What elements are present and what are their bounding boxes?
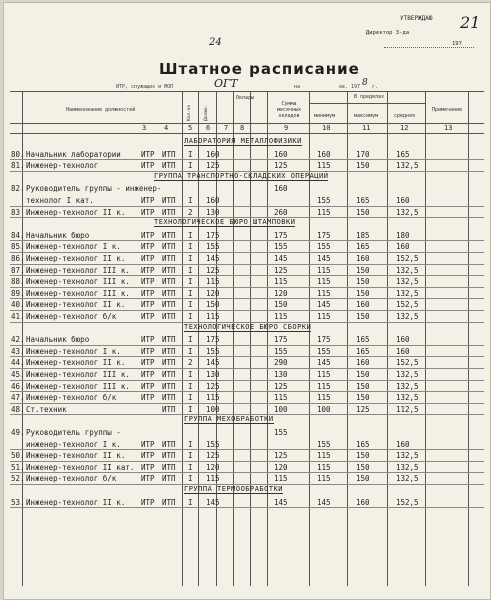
salary-avg: 160 xyxy=(396,346,410,356)
category: ИТР xyxy=(141,265,155,275)
salary-sum: 155 xyxy=(274,428,288,437)
row-number: 41. xyxy=(11,312,25,321)
salary-sum: 115 xyxy=(274,312,288,321)
position-name: Инженер-технолог II к. xyxy=(26,207,126,217)
category: ИТР xyxy=(141,230,155,240)
salary-avg: 132,5 xyxy=(396,370,419,379)
row-number: 49. xyxy=(11,428,25,437)
position-name: Руководитель группы - инженер- xyxy=(26,184,162,194)
row-number: 44. xyxy=(11,358,25,368)
salary-max: 150 xyxy=(356,277,370,287)
salary: 115 xyxy=(206,312,220,321)
quantity: I xyxy=(188,254,193,263)
salary-min: 115 xyxy=(317,381,331,391)
salary: 125 xyxy=(206,161,220,171)
quantity: I xyxy=(188,288,193,298)
category: ИТР xyxy=(141,497,155,507)
category: ИТР xyxy=(141,254,155,263)
position-name: Инженер-технолог I к. xyxy=(26,242,121,252)
group: ИТП xyxy=(162,335,176,345)
table-row xyxy=(4,183,490,206)
salary-min: 155 xyxy=(317,346,331,356)
quantity: I xyxy=(188,242,193,252)
subtitle-department: ОГТ xyxy=(214,77,238,90)
salary-avg: 152,5 xyxy=(396,300,419,310)
salary: 145 xyxy=(206,497,220,507)
quantity: I xyxy=(188,404,193,414)
column-number: 8 xyxy=(240,124,245,132)
row-number: 81. xyxy=(11,161,25,171)
subtitle-left: ИТР, служащих и МОП xyxy=(116,84,174,90)
position-name: Инженер-технолог б/к xyxy=(26,312,117,321)
salary-min: 175 xyxy=(317,335,331,345)
category: ИТР xyxy=(141,474,155,484)
salary-sum: 115 xyxy=(274,474,288,484)
row-number: 48. xyxy=(11,404,25,414)
subtitle-year-digit: 8 xyxy=(362,78,368,88)
salary-avg: 160 xyxy=(396,195,410,205)
salary: 115 xyxy=(206,277,220,287)
column-number: 11 xyxy=(362,124,371,132)
salary: 175 xyxy=(206,230,220,240)
salary-max: 165 xyxy=(356,439,370,449)
group: ИТП xyxy=(162,288,176,298)
position-name: Инженер-технолог I к. xyxy=(26,346,121,356)
row-number: 88. xyxy=(11,277,25,287)
salary: 125 xyxy=(206,265,220,275)
quantity: I xyxy=(188,312,193,321)
salary-avg: 132,5 xyxy=(396,277,419,287)
group: ИТП xyxy=(162,404,176,414)
position-name: Инженер-технолог II к. xyxy=(26,300,126,310)
salary-max: 160 xyxy=(356,358,370,368)
salary-avg: 132,5 xyxy=(396,462,419,472)
category: ИТР xyxy=(141,381,155,391)
group: ИТП xyxy=(162,451,176,461)
position-name: Ст.техник xyxy=(26,404,67,414)
salary-avg: 152,5 xyxy=(396,497,419,507)
category: ИТР xyxy=(141,346,155,356)
row-number: 47. xyxy=(11,393,25,403)
salary-sum: 125 xyxy=(274,161,288,171)
position-name: Начальник бюро xyxy=(26,230,90,240)
group: ИТП xyxy=(162,346,176,356)
approve-label: УТВЕРЖДАЮ xyxy=(400,15,433,22)
group: ИТП xyxy=(162,358,176,368)
category: ИТР xyxy=(141,288,155,298)
salary-avg: 160 xyxy=(396,242,410,252)
salary-sum: 145 xyxy=(274,497,288,507)
salary-min: 115 xyxy=(317,277,331,287)
row-number: 52. xyxy=(11,474,25,484)
category: ИТР xyxy=(141,149,155,159)
salary-sum: 155 xyxy=(274,242,288,252)
document-title: Штатное расписание xyxy=(159,60,360,78)
quantity: I xyxy=(188,265,193,275)
salary-min: 115 xyxy=(317,451,331,461)
salary-max: 150 xyxy=(356,288,370,298)
position-name: Начальник бюро xyxy=(26,335,90,345)
position-name: Инженер-технолог II к. xyxy=(26,254,126,263)
salary-max: 150 xyxy=(356,207,370,217)
position-name: Инженер-технолог xyxy=(26,161,99,171)
position-name: Инженер-технолог III к. xyxy=(26,381,130,391)
salary-avg: 132,5 xyxy=(396,207,419,217)
quantity: I xyxy=(188,462,193,472)
salary: 115 xyxy=(206,474,220,484)
table-top-line xyxy=(10,91,484,92)
salary: 150 xyxy=(206,300,220,310)
salary-avg: 160 xyxy=(396,439,410,449)
director-label: Директор З-да xyxy=(366,30,410,36)
row-number: 84. xyxy=(11,230,25,240)
header-bottom-line xyxy=(10,123,484,124)
salary-max: 150 xyxy=(356,462,370,472)
position-name: Инженер-технолог II к. xyxy=(26,451,126,461)
group: ИТП xyxy=(162,242,176,252)
salary-min: 145 xyxy=(317,497,331,507)
salary-sum: 155 xyxy=(274,346,288,356)
position-name: Инженер-технолог II кат. xyxy=(26,462,135,472)
row-number: 80. xyxy=(11,149,25,159)
category: ИТР xyxy=(141,370,155,379)
salary-sum: 130 xyxy=(274,370,288,379)
salary-max: 165 xyxy=(356,335,370,345)
section-heading xyxy=(154,172,328,180)
salary: 100 xyxy=(206,404,220,414)
section-heading-text: ЛАБОРАТОРИЯ МЕТАЛЛОФИЗИКИ xyxy=(184,137,302,145)
salary: 160 xyxy=(206,195,220,205)
group: ИТП xyxy=(162,474,176,484)
quantity: I xyxy=(188,439,193,449)
salary-sum: 115 xyxy=(274,277,288,287)
salary-max: 165 xyxy=(356,346,370,356)
quantity: I xyxy=(188,300,193,310)
group: ИТП xyxy=(162,381,176,391)
section-heading xyxy=(154,218,295,226)
salary-sum: 260 xyxy=(274,207,288,217)
salary-avg: 152,5 xyxy=(396,358,419,368)
row-number: 87. xyxy=(11,265,25,275)
section-heading-text: ГРУППА МЕХОБРАБОТКИ xyxy=(184,415,274,424)
position-name-cont: инженер-технолог I к. xyxy=(26,439,121,449)
row-number: 53. xyxy=(11,497,25,507)
salary-max: 150 xyxy=(356,265,370,275)
quantity: I xyxy=(188,149,193,159)
salary-sum: 175 xyxy=(274,230,288,240)
section-heading xyxy=(184,137,302,145)
quantity: 2 xyxy=(188,358,193,368)
column-number: 9 xyxy=(284,124,289,132)
salary-sum: 115 xyxy=(274,393,288,403)
salary-min: 115 xyxy=(317,370,331,379)
category: ИТР xyxy=(141,439,155,449)
salary-min: 145 xyxy=(317,358,331,368)
salary-max: 150 xyxy=(356,474,370,484)
col-salary-sum: Сумма месячных окладов xyxy=(276,101,302,119)
section-heading-text: ТЕХНОЛОГИЧЕСКОЕ БЮРО СБОРКИ xyxy=(184,322,312,331)
subtitle-on: на xyxy=(294,84,301,90)
salary: 115 xyxy=(206,393,220,403)
salary-sum: 125 xyxy=(274,381,288,391)
row-number: 85. xyxy=(11,242,25,252)
salary-avg: 132,5 xyxy=(396,451,419,461)
salary-max: 160 xyxy=(356,497,370,507)
group: ИТП xyxy=(162,462,176,472)
row-number: 82. xyxy=(11,184,25,194)
group: ИТП xyxy=(162,277,176,287)
position-name: Инженер-технолог III к. xyxy=(26,370,130,379)
section-heading xyxy=(184,415,274,423)
col-max: максимум xyxy=(354,113,379,119)
salary-sum: 120 xyxy=(274,288,288,298)
category: ИТР xyxy=(141,358,155,368)
category: ИТР xyxy=(141,312,155,321)
position-name: Начальник лаборатории xyxy=(26,149,121,159)
quantity: I xyxy=(188,497,193,507)
quantity: I xyxy=(188,277,193,287)
category: ИТР xyxy=(141,393,155,403)
quantity: I xyxy=(188,335,193,345)
salary-min: 145 xyxy=(317,300,331,310)
salary-max: 150 xyxy=(356,381,370,391)
group: ИТП xyxy=(162,312,176,321)
quantity: I xyxy=(188,195,193,205)
year-right: 197 xyxy=(452,41,462,47)
salary-avg: 132,5 xyxy=(396,381,419,391)
row-number: 45. xyxy=(11,370,25,379)
group: ИТП xyxy=(162,265,176,275)
salary-max: 150 xyxy=(356,393,370,403)
row-number: 89. xyxy=(11,288,25,298)
position-name: Руководитель группы - xyxy=(26,428,121,437)
group: ИТП xyxy=(162,300,176,310)
column-number: 13 xyxy=(444,124,453,132)
salary-max: 170 xyxy=(356,149,370,159)
col-min: минимум xyxy=(314,113,336,119)
group: ИТП xyxy=(162,497,176,507)
salary-sum: 125 xyxy=(274,451,288,461)
column-number: 3 xyxy=(142,124,147,132)
salary-sum: 160 xyxy=(274,149,288,159)
group: ИТП xyxy=(162,207,176,217)
document-sheet: 24 УТВЕРЖДАЮ 21 Директор З-да 197 Штатное расписание ИТР, служащих и МОП ОГТ на кв. 197 8 г. Наименование должностей Кол-во Должн. Оклады Сумма месячных окладов В пределах минимум максимум средняя Примечание 3 4 5 6 7 8 9 10 11 12 13 ЛАБОРАТОРИЯ МЕТАЛЛОФИЗИКИ 80. Начальник лаборатории ИТР ИТП I 160 160 160 170 165 81. Инженер-технолог ИТР ИТП I 125 125 115 150 132,5 ГРУППА ТРАНСПОРТНО-СКЛАДСКИХ ОПЕРАЦИЙ 82. Руководитель группы - инженер- технолог I кат. ИТР ИТП I 160 160 155 165 160 83 Инженер-технолог II к. ИТР ИТП 2 130 260 115 150 132,5 ТЕХНОЛОГИЧЕСКОЕ БЮРО ШТАМПОВКИ 84. Начальник бюро ИТР ИТП I 175 175 175 185 180 85. Инженер-технолог I к. ИТР ИТП I 155 155 155 165 160 86. Инженер-технолог II к. ИТР ИТП I 145 145 145 160 152,5 87. Инженер-технолог III к. ИТР ИТП I 125 125 115 150 132,5 88. Инженер-технолог III к. ИТР ИТП I 115 115 115 150 132,5 89. Инженер-технолог III к. ИТР ИТП I 120 120 115 150 132,5 40. Инженер-технолог II к. ИТР ИТП I 150 150 145 160 152,5 41. Инженер-технолог б/к ИТР ИТП I 115 115 115 150 132,5 ТЕХНОЛОГИЧЕСКОЕ БЮРО СБОРКИ 42. Начальник бюро ИТР ИТП I 175 175 175 165 160 43. Инженер-технолог I к. ИТР ИТП I 155 155 155 165 160 44. Инженер-технолог II к. ИТР ИТП 2 145 290 145 160 152,5 45. Инженер-технолог III к. ИТР ИТП I 130 130 115 150 132,5 46. Инженер-технолог III к. ИТР ИТП I 125 125 115 150 132,5 47. Инженер-технолог б/к ИТР ИТП I 115 115 115 150 132,5 48. Ст.техник ИТП I 100 100 100 125 112,5 ГРУППА МЕХОБРАБОТКИ 49. Руководитель группы - инженер-технолог I к. ИТР ИТП I 155 155 155 165 160 50. Инженер-технолог II к. ИТР ИТП I 125 125 115 150 132,5 51. Инженер-технолог II кат. ИТР ИТП I 120 120 115 150 132,5 52. Инженер-технолог б/к ИТР ИТП I 115 115 115 150 132,5 ГРУППА ТЕРМООБРАБОТКИ 53. Инженер-технолог II к. ИТР ИТП I 145 145 145 160 152,5 xyxy=(3,2,491,600)
salary-avg: 132,5 xyxy=(396,312,419,321)
column-number: 12 xyxy=(400,124,409,132)
salary-sum: 125 xyxy=(274,265,288,275)
position-name: Инженер-технолог II к. xyxy=(26,497,126,507)
quantity: I xyxy=(188,381,193,391)
salary: 125 xyxy=(206,451,220,461)
row-divider xyxy=(10,507,484,508)
quantity: 2 xyxy=(188,207,193,217)
col-avg: средняя xyxy=(394,113,416,119)
position-name: Инженер-технолог III к. xyxy=(26,265,130,275)
salary-max: 160 xyxy=(356,300,370,310)
row-number: 86. xyxy=(11,254,25,263)
salary-max: 165 xyxy=(356,195,370,205)
signature-line xyxy=(384,47,474,48)
quantity: I xyxy=(188,451,193,461)
salary-max: 150 xyxy=(356,370,370,379)
group: ИТП xyxy=(162,393,176,403)
position-name: Инженер-технолог III к. xyxy=(26,277,130,287)
salary-min: 115 xyxy=(317,393,331,403)
salary-min: 155 xyxy=(317,195,331,205)
quantity: I xyxy=(188,474,193,484)
subtitle-suffix: г. xyxy=(372,84,379,90)
quantity: I xyxy=(188,370,193,379)
salary-avg: 132,5 xyxy=(396,265,419,275)
salary-min: 115 xyxy=(317,474,331,484)
position-name: Инженер-технолог б/к xyxy=(26,393,117,403)
column-number: 6 xyxy=(206,124,211,132)
salary-min: 115 xyxy=(317,207,331,217)
salary-avg: 112,5 xyxy=(396,404,419,414)
column-number: 5 xyxy=(188,124,193,132)
salary-sum: 175 xyxy=(274,335,288,345)
salary-min: 155 xyxy=(317,242,331,252)
col-within: В пределах xyxy=(354,94,385,100)
salary-avg: 160 xyxy=(396,335,410,345)
section-heading-text: ГРУППА ТРАНСПОРТНО-СКЛАДСКИХ ОПЕРАЦИЙ xyxy=(154,171,329,180)
salary-sum: 160 xyxy=(274,184,288,194)
salary-min: 155 xyxy=(317,439,331,449)
salary-avg: 180 xyxy=(396,230,410,240)
salary-avg: 132,5 xyxy=(396,288,419,298)
salary-max: 150 xyxy=(356,312,370,321)
row-number: 46. xyxy=(11,381,25,391)
section-heading-text: ТЕХНОЛОГИЧЕСКОЕ БЮРО ШТАМПОВКИ xyxy=(154,218,296,227)
group: ИТП xyxy=(162,161,176,171)
salary-min: 115 xyxy=(317,312,331,321)
salary-sum: 120 xyxy=(274,462,288,472)
salary: 155 xyxy=(206,439,220,449)
col-name: Наименование должностей xyxy=(66,107,136,113)
corner-number: 21 xyxy=(460,13,481,32)
salary-min: 115 xyxy=(317,265,331,275)
salary-avg: 152,5 xyxy=(396,254,419,263)
salary-max: 185 xyxy=(356,230,370,240)
salary-sum: 290 xyxy=(274,358,288,368)
row-number: 83 xyxy=(11,207,21,217)
row-number: 40. xyxy=(11,300,25,310)
salary-min: 115 xyxy=(317,462,331,472)
subtitle-year: кв. 197 xyxy=(339,84,361,90)
salary: 130 xyxy=(206,207,220,217)
category: ИТР xyxy=(141,242,155,252)
salary-max: 150 xyxy=(356,451,370,461)
category: ИТР xyxy=(141,277,155,287)
salary-avg: 132,5 xyxy=(396,393,419,403)
quantity: I xyxy=(188,161,193,171)
section-heading xyxy=(184,485,283,493)
table-row xyxy=(4,427,490,450)
position-name: Инженер-технолог б/к xyxy=(26,474,117,484)
row-number: 51. xyxy=(11,462,25,472)
quantity: I xyxy=(188,346,193,356)
salary-min: 175 xyxy=(317,230,331,240)
section-heading-text: ГРУППА ТЕРМООБРАБОТКИ xyxy=(184,485,284,493)
group: ИТП xyxy=(162,370,176,379)
salary: 130 xyxy=(206,370,220,379)
salary-max: 160 xyxy=(356,254,370,263)
quantity: I xyxy=(188,230,193,240)
position-name: Инженер-технолог II к. xyxy=(26,358,126,368)
col-notes: Примечание xyxy=(432,107,463,113)
row-number: 42. xyxy=(11,335,25,345)
category: ИТР xyxy=(141,462,155,472)
page-number: 24 xyxy=(209,37,222,48)
salary-min: 145 xyxy=(317,254,331,263)
salary: 155 xyxy=(206,242,220,252)
salary-sum: 100 xyxy=(274,404,288,414)
salary-min: 115 xyxy=(317,288,331,298)
position-name-cont: технолог I кат. xyxy=(26,195,94,205)
salary-sum: 150 xyxy=(274,300,288,310)
category: ИТР xyxy=(141,207,155,217)
salary: 125 xyxy=(206,381,220,391)
salary-min: 115 xyxy=(317,161,331,171)
salary-max: 165 xyxy=(356,242,370,252)
salary-min: 160 xyxy=(317,149,331,159)
col-salary-group: Оклады xyxy=(236,95,255,101)
salary-sum: 145 xyxy=(274,254,288,263)
salary-avg: 132,5 xyxy=(396,161,419,171)
salary: 120 xyxy=(206,288,220,298)
section-heading xyxy=(184,323,311,331)
column-number: 10 xyxy=(322,124,331,132)
group: ИТП xyxy=(162,149,176,159)
group: ИТП xyxy=(162,230,176,240)
row-number: 50. xyxy=(11,451,25,461)
numbers-bottom-line xyxy=(10,133,484,134)
column-number: 7 xyxy=(224,124,229,132)
group: ИТП xyxy=(162,254,176,263)
salary: 175 xyxy=(206,335,220,345)
position-name: Инженер-технолог III к. xyxy=(26,288,130,298)
group: ИТП xyxy=(162,195,176,205)
category: ИТР xyxy=(141,161,155,171)
salary: 155 xyxy=(206,346,220,356)
category: ИТР xyxy=(141,195,155,205)
category: ИТР xyxy=(141,335,155,345)
category: ИТР xyxy=(141,451,155,461)
group: ИТП xyxy=(162,439,176,449)
row-number: 43. xyxy=(11,346,25,356)
salary: 145 xyxy=(206,254,220,263)
salary: 160 xyxy=(206,149,220,159)
column-number: 4 xyxy=(164,124,169,132)
salary-avg: 132,5 xyxy=(396,474,419,484)
salary-avg: 165 xyxy=(396,149,410,159)
salary-min: 100 xyxy=(317,404,331,414)
salary-max: 125 xyxy=(356,404,370,414)
quantity: I xyxy=(188,393,193,403)
category: ИТР xyxy=(141,300,155,310)
salary: 120 xyxy=(206,462,220,472)
salary-max: 150 xyxy=(356,161,370,171)
salary: 145 xyxy=(206,358,220,368)
